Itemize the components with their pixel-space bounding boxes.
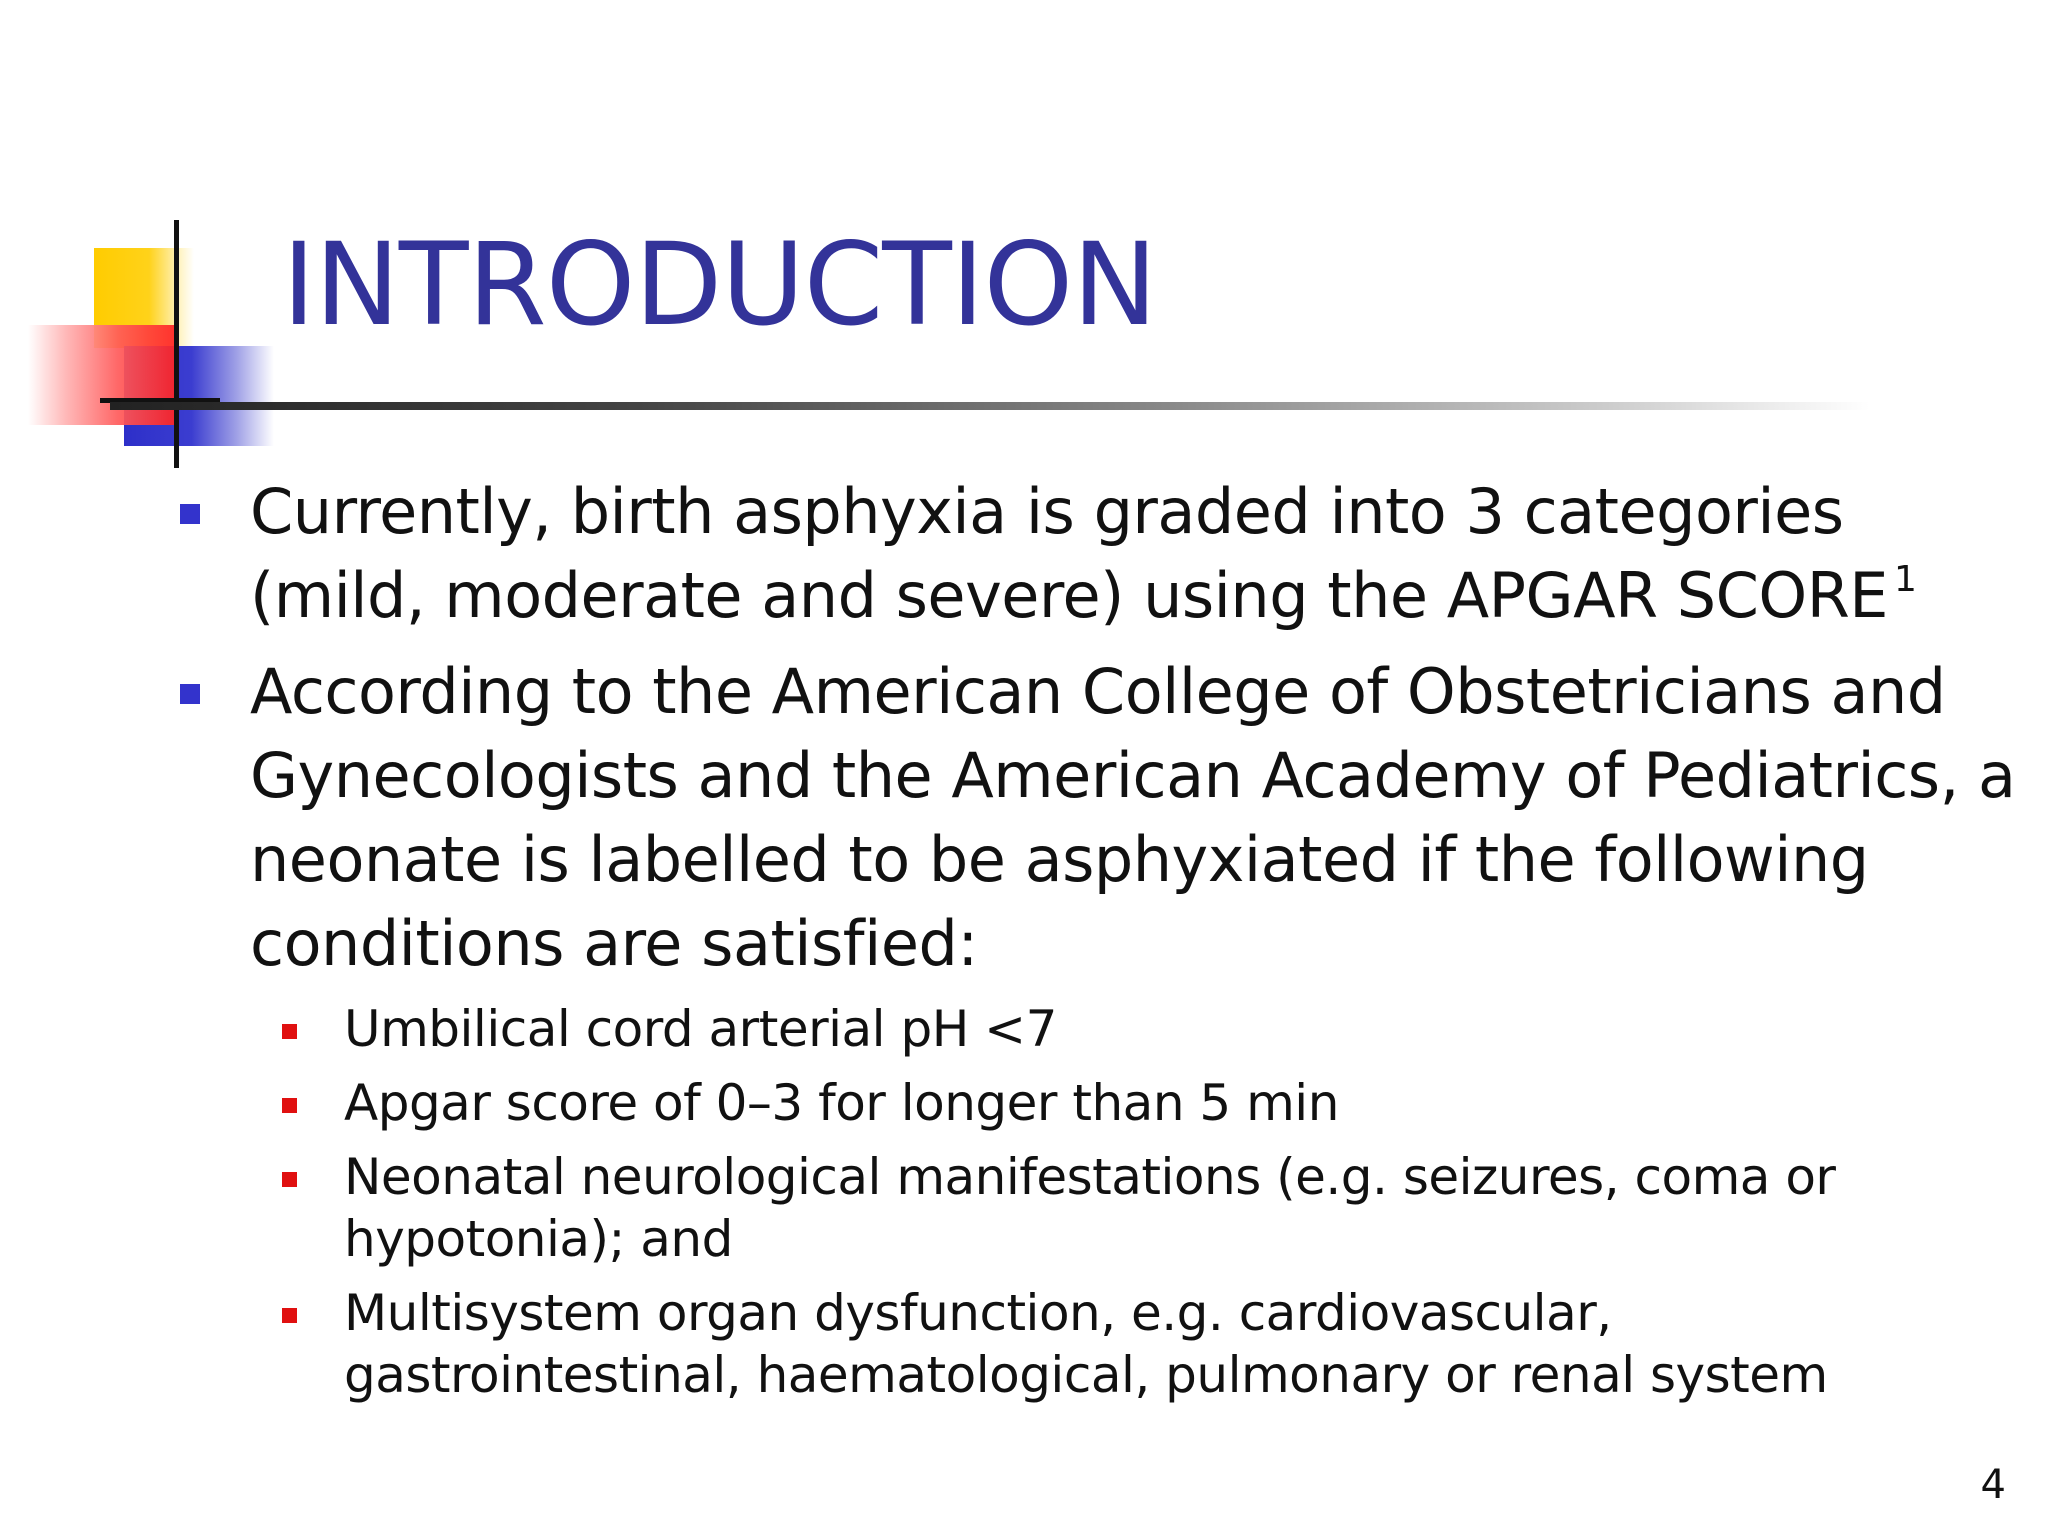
square-bullet-icon: [282, 1172, 297, 1187]
title-divider: [110, 402, 1870, 410]
logo-vertical-line: [174, 220, 179, 468]
sub-bullet-item: [160, 1282, 2020, 1406]
sub-bullet-text: Neonatal neurological manifestations (e.g. seizures, coma or hypotonia); and: [344, 1148, 1836, 1268]
sub-bullet-item: [160, 1146, 2020, 1270]
sub-bullet-item: [160, 1072, 2020, 1134]
square-bullet-icon: [282, 1308, 297, 1323]
page-number: 4: [1980, 1462, 2006, 1508]
square-bullet-icon: [180, 504, 200, 524]
bullet-item: [160, 470, 2020, 638]
bullet-text: According to the American College of Obstetricians and Gynecologists and the American Academy of Pediatrics, a neonate is labelled to be asphyxiated if the following conditions are satisfied:: [250, 655, 2016, 980]
sub-bullet-text: Apgar score of 0–3 for longer than 5 min: [344, 1074, 1339, 1132]
slide-title: INTRODUCTION: [282, 218, 1157, 351]
logo-red-square: [28, 325, 178, 425]
slide-body: [160, 470, 2020, 1418]
sub-bullet-item: [160, 998, 2020, 1060]
sub-bullet-list: [160, 998, 2020, 1406]
square-bullet-icon: [282, 1098, 297, 1113]
square-bullet-icon: [180, 684, 200, 704]
bullet-item: [160, 650, 2020, 986]
square-bullet-icon: [282, 1024, 297, 1039]
sub-bullet-text: Umbilical cord arterial pH <7: [344, 1000, 1057, 1058]
citation-superscript: 1: [1893, 559, 1917, 600]
decorative-logo: [20, 220, 280, 470]
bullet-text: Currently, birth asphyxia is graded into 3 categories (mild, moderate and severe) using the APGAR SCORE: [250, 475, 1888, 632]
sub-bullet-text: Multisystem organ dysfunction, e.g. cardiovascular, gastrointestinal, haematological, pulmonary or renal system: [344, 1284, 1828, 1404]
